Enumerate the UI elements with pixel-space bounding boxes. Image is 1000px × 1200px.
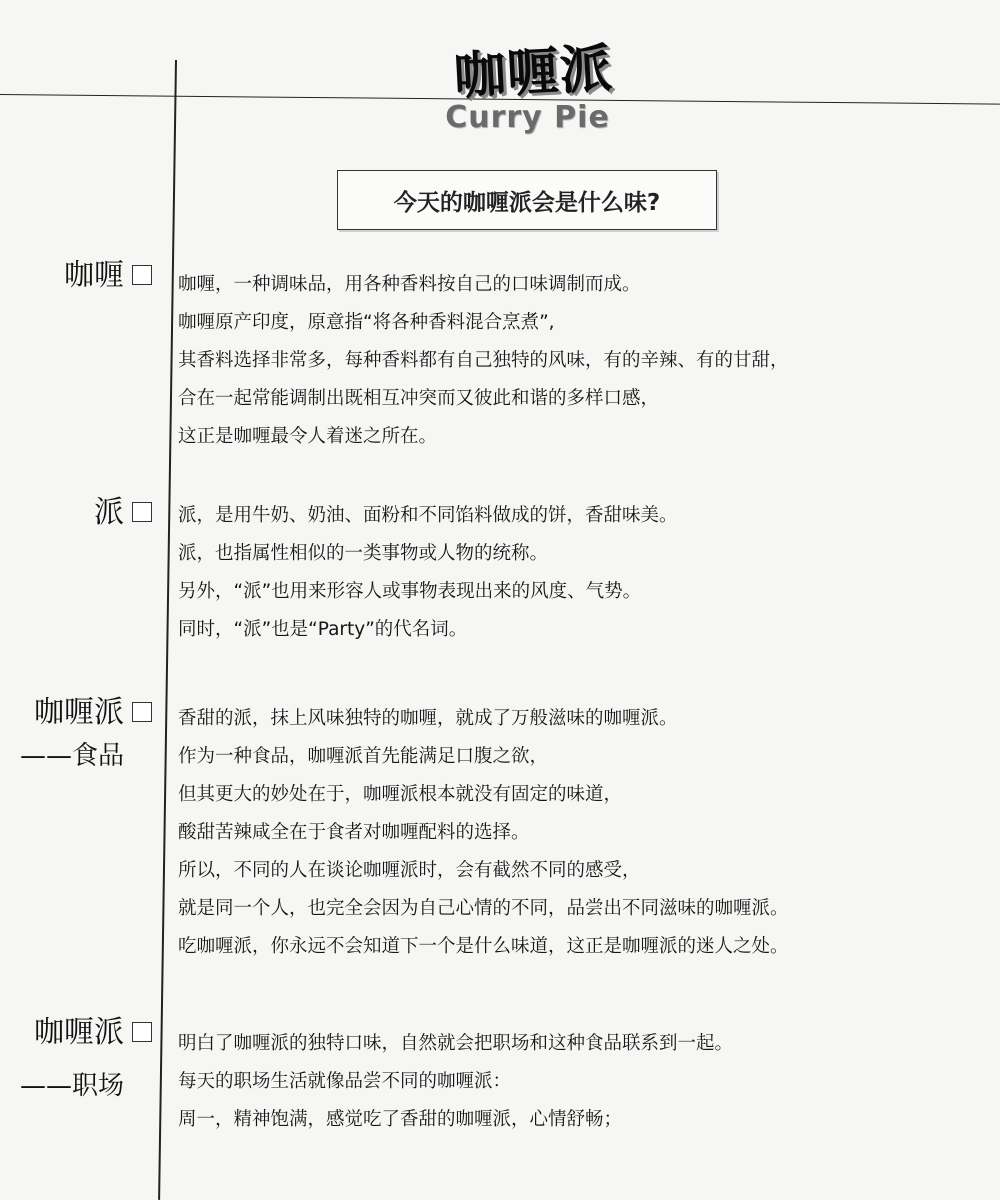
term-label-pie bbox=[94, 495, 152, 531]
definition-curry-pie-workplace bbox=[178, 1025, 993, 1139]
text-line: 合在一起常能调制出既相互冲突而又彼此和谐的多样口感， bbox=[178, 388, 660, 409]
subtitle-box bbox=[337, 170, 717, 230]
text-line: 同时，“派”也是“Party”的代名词。 bbox=[178, 619, 468, 640]
definition-curry bbox=[178, 266, 993, 456]
term-text: 派 bbox=[94, 495, 124, 530]
checkbox-square-icon bbox=[132, 502, 152, 522]
text-line: 但其更大的妙处在于，咖喱派根本就没有固定的味道， bbox=[178, 784, 623, 805]
text-line: 明白了咖喱派的独特口味，自然就会把职场和这种食品联系到一起。 bbox=[178, 1033, 734, 1054]
definition-curry-pie-food bbox=[178, 700, 993, 966]
definition-pie bbox=[178, 497, 993, 649]
text-line: 其香料选择非常多，每种香料都有自己独特的风味，有的辛辣、有的甘甜， bbox=[178, 350, 789, 371]
text-line: 这正是咖喱最令人着迷之所在。 bbox=[178, 426, 438, 447]
sublabel-food: ——食品 bbox=[19, 741, 124, 771]
text-line: 咖喱，一种调味品，用各种香料按自己的口味调制而成。 bbox=[178, 274, 641, 295]
term-label-curry-pie-workplace bbox=[34, 1015, 152, 1051]
text-line: 周一，精神饱满，感觉吃了香甜的咖喱派，心情舒畅； bbox=[178, 1109, 623, 1130]
term-text: 咖喱派 bbox=[34, 1015, 124, 1050]
text-line: 派，也指属性相似的一类事物或人物的统称。 bbox=[178, 543, 549, 564]
term-label-curry bbox=[64, 258, 152, 294]
text-line: 香甜的派，抹上风味独特的咖喱，就成了万般滋味的咖喱派。 bbox=[178, 708, 678, 729]
term-text: 咖喱 bbox=[64, 258, 124, 293]
text-line: 派，是用牛奶、奶油、面粉和不同馅料做成的饼，香甜味美。 bbox=[178, 505, 678, 526]
text-line: 每天的职场生活就像品尝不同的咖喱派： bbox=[178, 1071, 512, 1092]
sublabel-workplace: ——职场 bbox=[19, 1071, 124, 1101]
title-chinese: 咖喱派 bbox=[452, 38, 615, 108]
checkbox-square-icon bbox=[132, 702, 152, 722]
text-line: 咖喱原产印度，原意指“将各种香料混合烹煮”, bbox=[178, 312, 555, 333]
checkbox-square-icon bbox=[132, 265, 152, 285]
margin-rule bbox=[158, 60, 176, 1200]
subtitle-text: 今天的咖喱派会是什么味? bbox=[393, 189, 661, 216]
text-line: 作为一种食品，咖喱派首先能满足口腹之欲， bbox=[178, 746, 549, 767]
text-line: 吃咖喱派，你永远不会知道下一个是什么味道，这正是咖喱派的迷人之处。 bbox=[178, 936, 789, 957]
term-label-curry-pie-food bbox=[34, 695, 152, 731]
term-text: 咖喱派 bbox=[34, 695, 124, 730]
checkbox-square-icon bbox=[132, 1022, 152, 1042]
text-line: 就是同一个人，也完全会因为自己心情的不同，品尝出不同滋味的咖喱派。 bbox=[178, 898, 789, 919]
text-line: 另外，“派”也用来形容人或事物表现出来的风度、气势。 bbox=[178, 581, 642, 602]
text-line: 所以，不同的人在谈论咖喱派时，会有截然不同的感受， bbox=[178, 860, 641, 881]
title-english: Curry Pie bbox=[445, 100, 610, 135]
text-line: 酸甜苦辣咸全在于食者对咖喱配料的选择。 bbox=[178, 822, 530, 843]
